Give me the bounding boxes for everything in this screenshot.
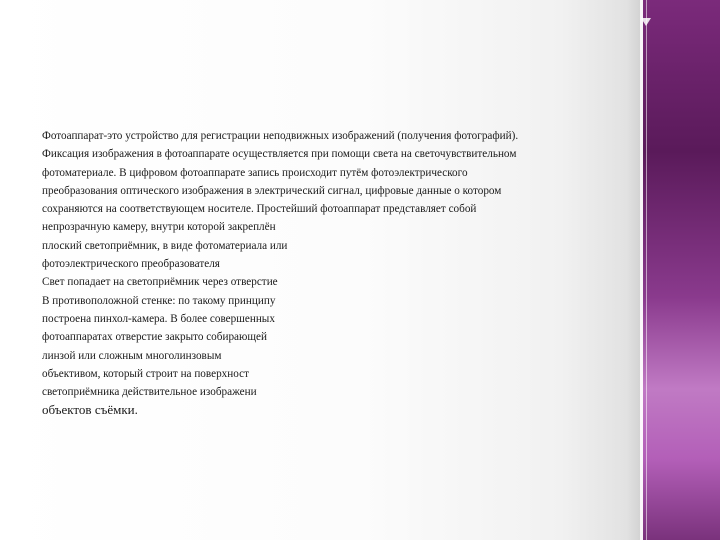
body-text-line: фотоаппаратах отверстие закрыто собирающей — [42, 331, 267, 344]
body-text-line: Фиксация изображения в фотоаппарате осуществляется при помощи света на светочувствительном — [42, 148, 517, 161]
body-text-line: объектов съёмки. — [42, 402, 138, 418]
body-text-line: непрозрачную камеру, внутри которой закреплён — [42, 221, 276, 234]
body-text-line: В противоположной стенке: по такому принципу — [42, 294, 276, 307]
body-text-line: Фотоаппарат-это устройство для регистрации неподвижных изображений (получения фотографий). — [42, 130, 519, 142]
body-text-line: линзой или сложным многолинзовым — [42, 349, 222, 362]
body-text-line: построена пинхол-камера. В более совершенных — [42, 312, 275, 325]
body-text-line: Свет попадает на светоприёмник через отверстие — [42, 276, 278, 289]
body-text-line: преобразования оптического изображения в электрический сигнал, цифровые данные о котором — [42, 184, 502, 197]
body-text-line: объективом, который строит на поверхност — [42, 367, 249, 380]
decorative-side-band — [640, 0, 720, 540]
body-text-line: фотоматериале. В цифровом фотоаппарате запись происходит путём фотоэлектрического — [42, 166, 468, 179]
side-divider-line — [640, 0, 643, 540]
body-text-line: плоский светоприёмник, в виде фотоматериала или — [42, 239, 288, 252]
body-text-line: фотоэлектрического преобразователя — [42, 258, 220, 271]
body-text-line: светоприёмника действительное изображени — [42, 386, 257, 399]
body-text-line: сохраняются на соответствующем носителе. Простейший фотоаппарат представляет собой — [42, 203, 477, 216]
body-text-block — [42, 127, 622, 420]
decorative-triangle-icon — [641, 18, 651, 26]
side-divider-thin-line — [646, 0, 647, 540]
